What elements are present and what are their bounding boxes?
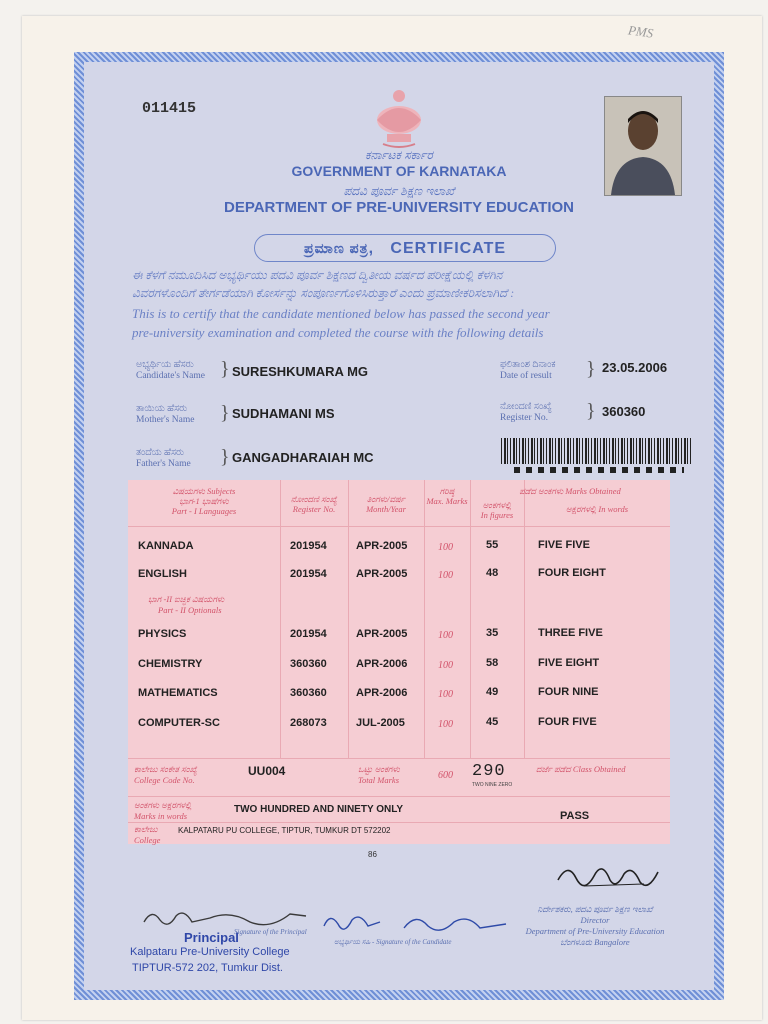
candidate-name-label-kn: ಅಭ್ಯರ್ಥಿಯ ಹೆಸರು bbox=[136, 360, 194, 370]
register-no-label-kn: ನೋಂದಣಿ ಸಂಖ್ಯೆ bbox=[500, 402, 552, 412]
header-max-kn: ಗರಿಷ್ಠ bbox=[439, 486, 455, 496]
register-no-label bbox=[500, 402, 552, 424]
result-date-label-kn: ಫಲಿತಾಂಶ ದಿನಾಂಕ bbox=[500, 360, 556, 370]
department-kannada: ಪದವಿ ಪೂರ್ವ ಶಿಕ್ಷಣ ಇಲಾಖೆ bbox=[343, 184, 455, 198]
subject-max: 100 bbox=[438, 719, 453, 730]
certificate-body bbox=[84, 62, 714, 990]
subject-words: FOUR FIVE bbox=[538, 716, 597, 728]
subject-figures: 48 bbox=[486, 567, 499, 579]
header-words: ಅಕ್ಷರಗಳಲ್ಲಿ In words bbox=[565, 504, 629, 514]
header-figures-en: In figures bbox=[480, 510, 514, 520]
college-code: UU004 bbox=[248, 764, 286, 778]
father-name: GANGADHARAIAH MC bbox=[232, 450, 374, 465]
row-divider bbox=[128, 822, 670, 823]
total-marks-label-kn: ಒಟ್ಟು ಅಂಕಗಳು bbox=[358, 764, 400, 774]
subject-max: 100 bbox=[438, 660, 453, 671]
header-month-en: Month/Year bbox=[366, 504, 406, 514]
marks-words-label-kn: ಅಂಕಗಳು ಅಕ್ಷರಗಳಲ್ಲಿ bbox=[134, 800, 192, 810]
total-marks-small-words: TWO NINE ZERO bbox=[472, 782, 513, 788]
subject-max: 100 bbox=[438, 689, 453, 700]
header-part1-en: Part - I Languages bbox=[171, 506, 237, 516]
government-title: GOVERNMENT OF KARNATAKA bbox=[291, 163, 507, 179]
director-kannada: ನಿರ್ದೇಶಕರು, ಪದವಿ ಪೂರ್ವ ಶಿಕ್ಷಣ ಇಲಾಖೆ bbox=[537, 904, 653, 914]
subject-figures: 49 bbox=[486, 686, 499, 698]
register-number: 360360 bbox=[602, 404, 646, 419]
mother-name-label-kn: ತಾಯಿಯ ಹೆಸರು bbox=[136, 404, 188, 414]
director-city: ಬೆಂಗಳೂರು Bangalore bbox=[560, 937, 630, 947]
result-date-label bbox=[500, 360, 556, 382]
subject-figures: 58 bbox=[486, 657, 499, 669]
subject-name: COMPUTER-SC bbox=[138, 717, 220, 729]
subject-month: APR-2006 bbox=[356, 687, 408, 699]
candidate-name-label bbox=[136, 360, 205, 382]
mother-name: SUDHAMANI MS bbox=[232, 406, 335, 421]
subject-figures: 55 bbox=[486, 539, 499, 551]
marks-in-words: TWO HUNDRED AND NINETY ONLY bbox=[234, 804, 404, 815]
header-month bbox=[348, 494, 424, 514]
candidate-name-label-en: Candidate's Name bbox=[136, 371, 205, 381]
college-label-en: College bbox=[134, 835, 161, 845]
col-divider bbox=[524, 480, 525, 758]
part2-label bbox=[148, 594, 224, 615]
class-obtained: PASS bbox=[560, 810, 590, 822]
father-name-label-en: Father's Name bbox=[136, 459, 191, 469]
corner-note: PMS bbox=[627, 22, 655, 41]
header-register-kn: ನೋಂದಣಿ ಸಂಖ್ಯೆ bbox=[290, 494, 338, 504]
director-signature-icon bbox=[554, 856, 664, 896]
department-title: DEPARTMENT OF PRE-UNIVERSITY EDUCATION bbox=[223, 199, 575, 216]
subject-month: APR-2005 bbox=[356, 568, 408, 580]
certificate-border bbox=[74, 52, 724, 1000]
total-max: 600 bbox=[438, 770, 453, 781]
brace: } bbox=[220, 358, 230, 380]
barcode-dots bbox=[514, 467, 684, 473]
state-emblem-icon bbox=[369, 86, 429, 150]
header-subjects-text: ವಿಷಯಗಳು Subjects bbox=[172, 486, 236, 496]
intro-english-1: This is to certify that the candidate mentioned below has passed the second year bbox=[132, 306, 550, 321]
subject-name: MATHEMATICS bbox=[138, 687, 218, 699]
college-code-label bbox=[134, 764, 197, 786]
subject-register: 201954 bbox=[290, 628, 327, 640]
class-obtained-label: ದರ್ಜೆ ಪಡೆದ Class Obtained bbox=[536, 764, 626, 774]
total-marks: 290 bbox=[472, 762, 506, 781]
subject-max: 100 bbox=[438, 570, 453, 581]
mother-name-label-en: Mother's Name bbox=[136, 415, 195, 425]
subject-figures: 45 bbox=[486, 716, 499, 728]
header-subjects bbox=[128, 486, 280, 516]
intro-kannada-2: ವಿವರಗಳೊಂದಿಗೆ ತೇರ್ಗಡೆಯಾಗಿ ಕೋರ್ಸನ್ನು ಸಂಪೂರ್ಣಗೊಳಿಸಿರುತ್ತಾರೆ ಎಂದು ಪ್ರಮಾಣೀಕರಿಸಲಾಗಿದೆ : bbox=[132, 286, 515, 300]
subject-words: FOUR EIGHT bbox=[538, 567, 606, 579]
brace: } bbox=[586, 400, 596, 422]
register-no-label-en: Register No. bbox=[500, 413, 549, 423]
col-divider bbox=[470, 480, 471, 758]
subject-register: 360360 bbox=[290, 687, 327, 699]
subject-words: THREE FIVE bbox=[538, 627, 603, 639]
marks-words-label bbox=[134, 800, 192, 822]
header-part1-kn: ಭಾಗ-1 ಭಾಷೆಗಳು bbox=[179, 496, 229, 506]
college-label bbox=[134, 824, 160, 846]
subject-month: APR-2005 bbox=[356, 628, 408, 640]
subject-month: APR-2005 bbox=[356, 540, 408, 552]
principal-signature-label: Signature of the Principal bbox=[234, 928, 307, 936]
candidate-signature-label: ಅಭ್ಯರ್ಥಿಯ ಸಹಿ - Signature of the Candidate bbox=[334, 938, 452, 946]
part2-label-en: Part - II Optionals bbox=[158, 605, 222, 615]
subject-name: KANNADA bbox=[138, 540, 194, 552]
subject-name: ENGLISH bbox=[138, 568, 187, 580]
marks-words-label-en: Marks in words bbox=[134, 811, 188, 821]
header-figures-kn: ಅಂಕಗಳಲ್ಲಿ bbox=[482, 500, 512, 510]
subject-register: 201954 bbox=[290, 540, 327, 552]
stamp-address: TIPTUR-572 202, Tumkur Dist. bbox=[132, 962, 283, 974]
serial-number: 011415 bbox=[142, 100, 197, 117]
director-department: Department of Pre-University Education bbox=[525, 926, 665, 936]
candidate-photo bbox=[604, 96, 682, 196]
stamp-title: Principal bbox=[184, 930, 239, 945]
subject-name: CHEMISTRY bbox=[138, 658, 203, 670]
subject-words: FIVE EIGHT bbox=[538, 657, 600, 669]
header-register bbox=[280, 494, 348, 514]
result-date: 23.05.2006 bbox=[602, 360, 668, 375]
stamp-college: Kalpataru Pre-University College bbox=[130, 946, 290, 958]
part2-label-kn: ಭಾಗ -II ಐಚ್ಛಿಕ ವಿಷಯಗಳು bbox=[148, 594, 225, 604]
state-kannada: ಕರ್ನಾಟಕ ಸರ್ಕಾರ bbox=[365, 148, 433, 162]
certificate-english: CERTIFICATE bbox=[390, 240, 507, 257]
person-photo-icon bbox=[605, 97, 681, 195]
brace: } bbox=[220, 402, 230, 424]
result-date-label-en: Date of result bbox=[500, 371, 552, 381]
college-label-kn: ಕಾಲೇಜು bbox=[134, 824, 158, 834]
college-code-label-en: College Code No. bbox=[134, 775, 195, 785]
subject-register: 201954 bbox=[290, 568, 327, 580]
col-divider bbox=[348, 480, 349, 758]
college-name: KALPATARU PU COLLEGE, TIPTUR, TUMKUR DT 572202 bbox=[178, 826, 391, 835]
father-name-label bbox=[136, 448, 191, 470]
brace: } bbox=[586, 358, 596, 380]
header-register-en: Register No. bbox=[292, 504, 336, 514]
father-name-label-kn: ತಂದೆಯ ಹೆಸರು bbox=[136, 448, 185, 458]
col-divider bbox=[424, 480, 425, 758]
subject-register: 360360 bbox=[290, 658, 327, 670]
subject-max: 100 bbox=[438, 630, 453, 641]
subject-words: FIVE FIVE bbox=[538, 539, 590, 551]
marks-table bbox=[128, 480, 670, 844]
header-month-kn: ತಿಂಗಳು/ವರ್ಷ bbox=[366, 494, 406, 504]
certificate-kannada: ಪ್ರಮಾಣ ಪತ್ರ bbox=[303, 240, 369, 256]
subject-name: PHYSICS bbox=[138, 628, 187, 640]
mother-name-label bbox=[136, 404, 194, 426]
header-obtained: ಪಡೆದ ಅಂಕಗಳು Marks Obtained bbox=[519, 486, 621, 496]
header-max-en: Max. Marks bbox=[426, 496, 468, 506]
certificate-title: ಪ್ರಮಾಣ ಪತ್ರ, CERTIFICATE bbox=[254, 234, 556, 262]
subject-register: 268073 bbox=[290, 717, 327, 729]
subject-words: FOUR NINE bbox=[538, 686, 599, 698]
subject-max: 100 bbox=[438, 542, 453, 553]
barcode bbox=[501, 438, 691, 464]
row-divider bbox=[128, 526, 670, 527]
candidate-name: SURESHKUMARA MG bbox=[232, 364, 369, 379]
director-title: Director bbox=[580, 915, 610, 925]
header-max bbox=[424, 486, 470, 506]
intro-english-2: pre-university examination and completed the course with the following details bbox=[132, 325, 544, 340]
subject-figures: 35 bbox=[486, 627, 499, 639]
candidate-signature-icon bbox=[320, 910, 510, 940]
row-divider bbox=[128, 796, 670, 797]
director-block bbox=[510, 904, 680, 948]
brace: } bbox=[220, 446, 230, 468]
intro-kannada-1: ಈ ಕೆಳಗೆ ನಮೂದಿಸಿದ ಅಭ್ಯರ್ಥಿಯು ಪದವಿ ಪೂರ್ವ ಶಿಕ್ಷಣದ ದ್ವಿತೀಯ ವರ್ಷದ ಪರೀಕ್ಷೆಯಲ್ಲಿ ಕೆಳಗಿನ bbox=[132, 268, 503, 282]
college-code-label-kn: ಕಾಲೇಜು ಸಂಕೇತ ಸಂಖ್ಯೆ bbox=[134, 764, 198, 774]
total-marks-label bbox=[358, 764, 400, 786]
page-number: 86 bbox=[368, 850, 377, 859]
total-marks-label-en: Total Marks bbox=[358, 775, 400, 785]
col-divider bbox=[280, 480, 281, 758]
subject-month: JUL-2005 bbox=[356, 717, 405, 729]
subject-month: APR-2006 bbox=[356, 658, 408, 670]
header-figures bbox=[470, 500, 524, 520]
row-divider bbox=[128, 758, 670, 759]
